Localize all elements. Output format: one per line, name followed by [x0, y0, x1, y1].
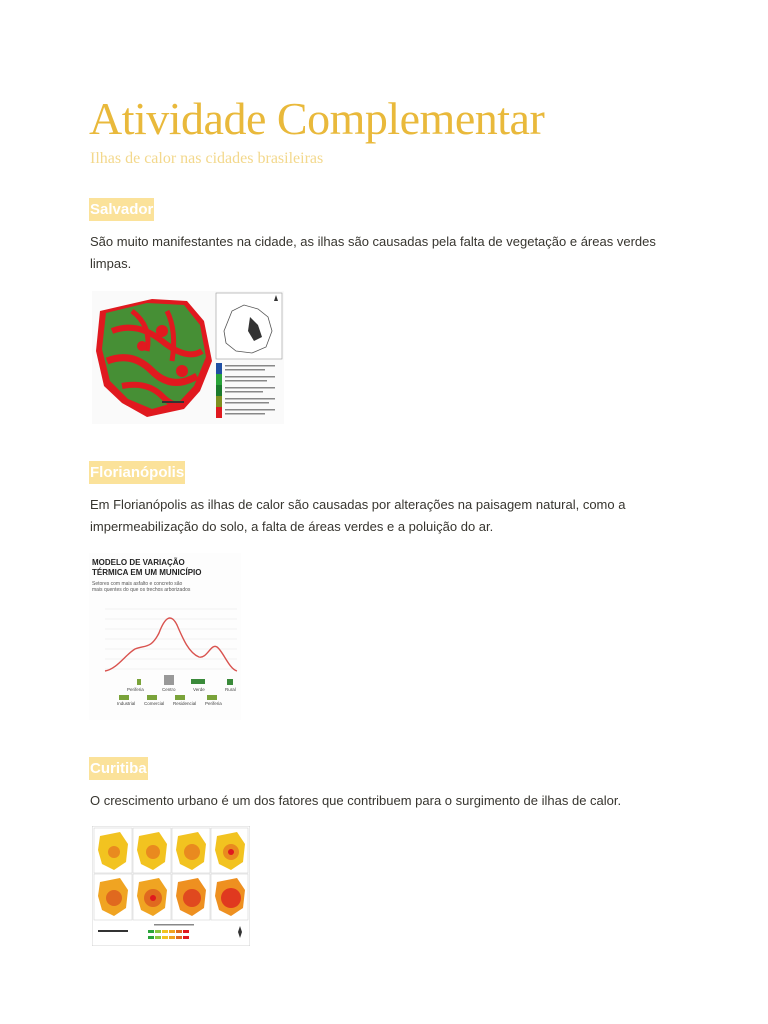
figure-label-4: Industrial [117, 701, 136, 706]
figure-title-line-1: MODELO DE VARIAÇÃO [92, 558, 185, 567]
section-text-curitiba: O crescimento urbano é um dos fatores que contribuem para o surgimento de ilhas de calor. [90, 793, 622, 808]
figure-caption-line-2: mais quentes do que os trechos arborizados [92, 587, 191, 593]
section-heading-curitiba: Curitiba [89, 757, 148, 780]
figure-label-0: Periferia [127, 687, 144, 692]
section-heading-salvador: Salvador [89, 198, 154, 221]
page-subtitle: Ilhas de calor nas cidades brasileiras [90, 150, 324, 167]
section-heading-florianopolis: Florianópolis [89, 461, 185, 484]
figure-label-6: Residencial [173, 701, 197, 706]
figure-label-5: Comercial [144, 701, 165, 706]
salvador-heat-map-image [92, 291, 284, 424]
figure-title-line-2: TÉRMICA EM UM MUNICÍPIO [92, 568, 202, 577]
figure-label-1: Centro [162, 687, 176, 692]
figure-label-3: Rural [225, 687, 236, 692]
section-text-salvador: São muito manifestantes na cidade, as ilhas são causadas pela falta de vegetação e áreas verdes limpas. [90, 234, 656, 271]
page-title: Atividade Complementar [89, 93, 545, 144]
curitiba-heat-maps-image [92, 826, 250, 946]
section-text-florianopolis: Em Florianópolis as ilhas de calor são causadas por alterações na paisagem natural, como a impermeabilização do solo, a falta de áreas verdes e a poluição do ar. [90, 497, 626, 534]
florianopolis-thermal-model-image [89, 553, 241, 720]
figure-caption-line-1: Setores com mais asfalto e concreto são [92, 581, 183, 587]
figure-label-7: Periferia [205, 701, 222, 706]
figure-label-2: Verde [193, 687, 205, 692]
